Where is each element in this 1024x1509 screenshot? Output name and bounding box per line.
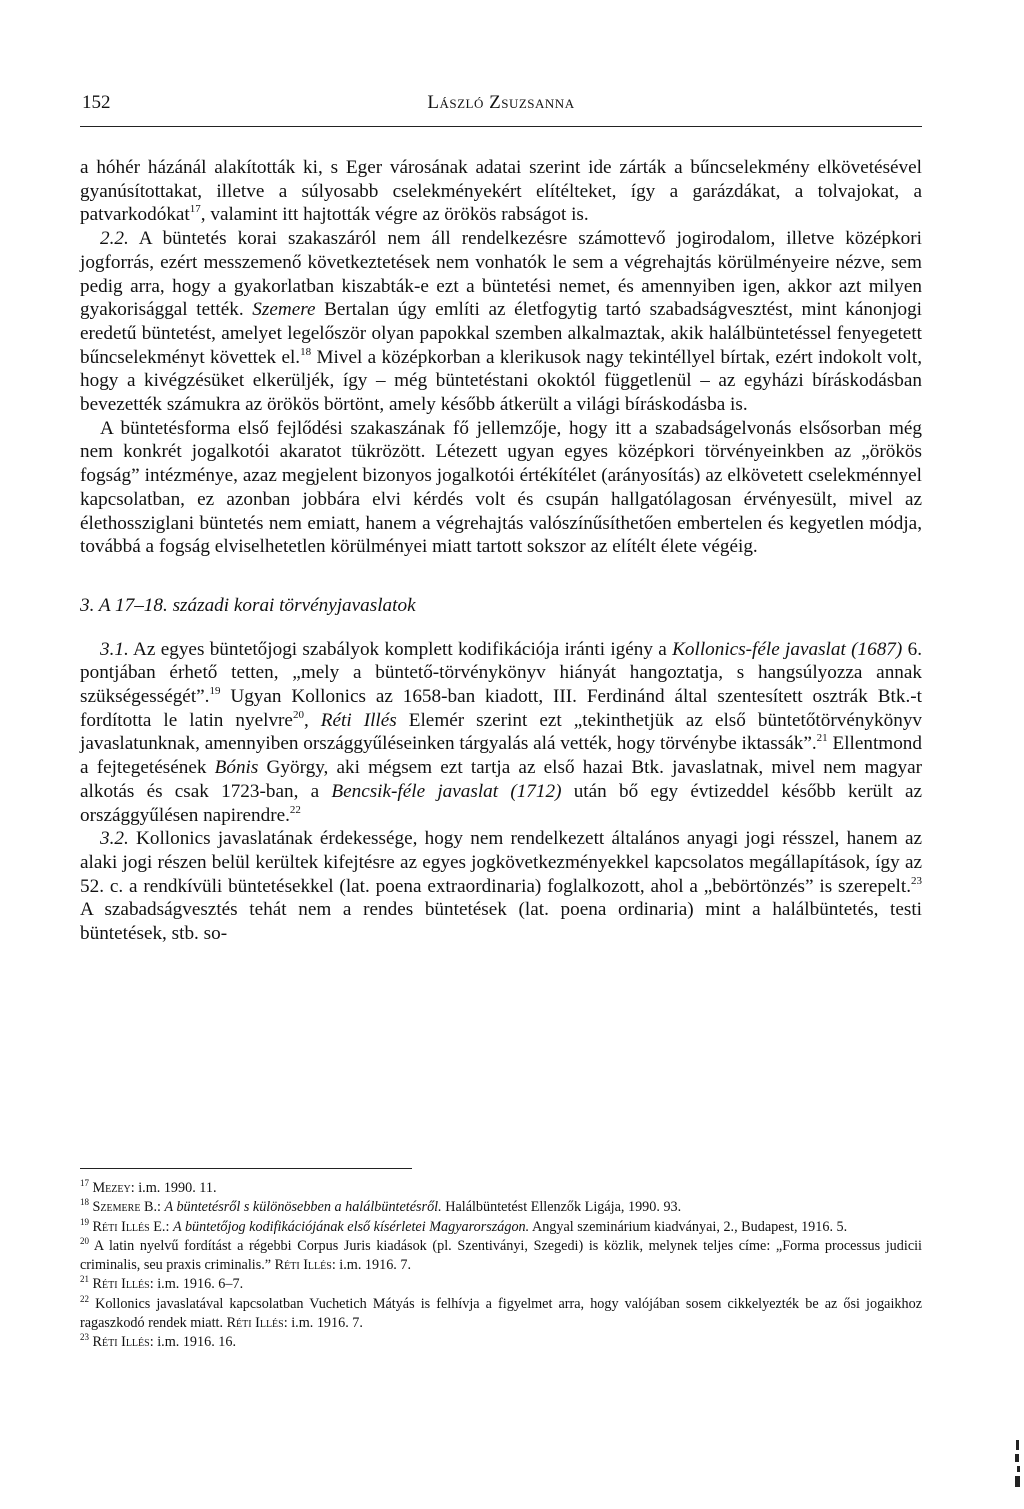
footnote-text: : <box>165 1218 173 1235</box>
italic-term: Kollonics-féle javaslat (1687) <box>672 638 903 660</box>
footnote-text: A latin nyelvű fordítást a régebbi Corpus Juris kiadások (pl. Szentiványi, Szegedi) is közlik, melynek teljes címe: „Forma processus judicii criminalis, seu praxis criminalis.” <box>80 1237 922 1274</box>
footnote-rule <box>80 1168 412 1169</box>
text-run: Ugyan Kollonics az 1658-ban kiadott, III. Ferdinánd által szentesített osztrák Btk.-t fordította le latin nyelvre <box>80 686 922 731</box>
paragraph-3-2 <box>80 827 922 946</box>
footnote-text: : i.m. 1916. 7. <box>331 1257 412 1274</box>
footnote-21 <box>80 1275 922 1294</box>
text-run: Kollonics javaslatának érdekessége, hogy nem rendelkezett általános anyagi jogi résszel, hanem az alaki jogi részen belül kerültek kifejtésre az egyes jogkövetkezményekkel kapcsolatos megállapítások, így az 52. c. a rendkívüli büntetésekkel (lat. poena extraordinaria) foglalkozott, ahol a „bebörtönzés” is szerepelt. <box>80 828 922 897</box>
text-run: Mivel a középkorban a klerikusok nagy tekintéllyel bírtak, ezért indokolt volt, hogy a kivégzésüket elkerüljék, így – még büntetéstani okoktól függetlenül – az egyházi bíráskodásban bevezették számukra az örökös börtönt, amely később átkerült a világi bíráskodásba is. <box>80 346 922 416</box>
footnote-17 <box>80 1179 922 1198</box>
paragraph-3: A büntetésforma első fejlődési szakaszának fő jellemzője, hogy itt a szabadságelvonás elsősorban még nem konkrét jogalkotói akaratot tükrözött. Létezett ugyan egyes középkori törvényeinkben az „örökös fogság” intézménye, azaz megjelent bizonyos jogalkotói értékítélet (arányosítás) az elkövetett cselekménnyel kapcsolatban, ez azonban jobbára elvi kérdés volt és csupán hallgatólagosan érvényesült, mivel az élethossziglani büntetés nem emiatt, hanem a végrehajtás valószínűsíthetően embertelen és kegyetlen módja, továbbá a fogság elviselhetetlen körülményei miatt tartott sokszor az elítélt élete végéig. <box>80 417 922 558</box>
footnote-text: : i.m. 1990. 11. <box>130 1180 217 1196</box>
footnote-ref-18: 18 <box>300 345 312 358</box>
section-number: 3.1. <box>100 638 129 660</box>
footnote-ref-19: 19 <box>209 685 221 698</box>
footnote-author: Szemere B. <box>92 1199 157 1216</box>
footnote-author: Mezey <box>92 1180 131 1196</box>
footnote-ref-20: 20 <box>292 708 304 721</box>
footnote-number: 19 <box>80 1216 89 1227</box>
footnote-author: Réti Illés <box>92 1334 150 1351</box>
page-header <box>80 92 922 122</box>
text-run: , valamint itt hajtották végre az örökös rabságot is. <box>200 204 589 226</box>
running-head: László Zsuzsanna <box>427 92 575 113</box>
footnote-number: 21 <box>80 1274 89 1285</box>
text-run: , <box>303 709 321 731</box>
text-run: Ellentmond a fejtegetésének <box>80 733 922 779</box>
footnote-author: Réti Illés E. <box>92 1218 166 1235</box>
footnote-title: A büntetésről s különösebben a halálbüntetésről. <box>164 1199 442 1216</box>
footnote-number: 23 <box>80 1332 89 1343</box>
text-run: György, aki mégsem ezt tartja az első hazai Btk. javaslatnak, mivel nem magyar alkotás és csak 1723-ban, a <box>80 757 923 802</box>
footnote-text: : i.m. 1916. 7. <box>283 1315 363 1332</box>
footnote-author: Réti Illés <box>226 1315 284 1332</box>
footnote-number: 22 <box>80 1293 89 1304</box>
text-run: A büntetés korai szakaszáról nem áll rendelkezésre számottevő jogirodalom, illetve középkori jogforrás, ezért messzemenő következtetések nem vonhatók le sem a végrehajtás körülményeire nézve, sem pedig arra, hogy a gyakorlatban kiszabták-e ezt a büntetési nemet, és amennyiben igen, akkor azt milyen gyakorisággal tették. <box>80 228 922 321</box>
footnote-ref-22: 22 <box>289 803 301 816</box>
footnote-text: : i.m. 1916. 16. <box>149 1334 237 1351</box>
scan-edge-mark <box>1012 1440 1021 1495</box>
text-run: 6. pontjában érhető tetten, „mely a büntető-törvénykönyv hiányát hangoztatja, s hangsúlyozza annak szükségességét”. <box>80 638 922 708</box>
footnote-19 <box>80 1218 922 1237</box>
footnote-23 <box>80 1333 922 1352</box>
footnote-ref-21: 21 <box>816 732 828 745</box>
footnote-author: Réti Illés <box>274 1257 332 1274</box>
page-number: 152 <box>82 92 111 113</box>
text-run: a hóhér házánál alakították ki, s Eger városának adatai szerint ide zárták a bűncselekmény elkövetésével gyanúsítottakat, illetve a súlyosabb cselekményekért elítélteket, így a garázdákat, a tolvajokat, a patvarkodókat <box>80 157 922 226</box>
footnote-number: 17 <box>80 1178 89 1188</box>
text-run: után bő egy évtizeddel később került az országgyűlésen napirendre. <box>80 780 922 826</box>
header-rule <box>80 126 922 127</box>
section-number: 3.2. <box>100 828 129 850</box>
paragraph-2-2 <box>80 227 922 417</box>
section-number: 2.2. <box>100 228 129 250</box>
text-run: Bertalan úgy említi az életfogytig tartó szabadságvesztést, mint kánonjogi eredetű büntetést, amelyet legelőször olyan papokkal szemben alkalmaztak, akik halálbüntetéssel fenyegetett bűncselekményt követtek el. <box>80 299 923 368</box>
footnote-text: Angyal szeminárium kiadványai, 2., Budapest, 1916. 5. <box>529 1218 848 1235</box>
footnote-ref-23: 23 <box>911 874 922 887</box>
footnote-number: 18 <box>80 1197 89 1208</box>
author-name: Réti Illés <box>320 709 397 731</box>
paragraph-1 <box>80 156 922 227</box>
footnote-title: A büntetőjog kodifikációjának első kísérletei Magyarországon. <box>172 1218 530 1235</box>
footnote-text: : i.m. 1916. 6–7. <box>149 1276 244 1293</box>
section-heading: 3. A 17–18. századi korai törvényjavaslatok <box>80 594 416 616</box>
text-run: Az egyes büntetőjogi szabályok komplett kodifikációja iránti igény a <box>128 638 673 660</box>
footnotes <box>80 1179 922 1353</box>
paragraph-3-1 <box>80 638 922 828</box>
text-run: Elemér szerint ezt „tekinthetjük az első büntetőtörvénykönyv javaslatunknak, amennyiben országgyűléseinken tárgyalás alá vették, hogy törvénybe iktassák”. <box>80 709 923 755</box>
footnote-author: Réti Illés <box>92 1276 150 1293</box>
footnote-ref-17: 17 <box>189 203 201 216</box>
author-name: Szemere <box>252 299 316 321</box>
footnote-number: 20 <box>80 1235 89 1246</box>
footnote-18 <box>80 1198 922 1217</box>
text-run: A szabadságvesztés tehát nem a rendes büntetések (lat. poena ordinaria) mint a halálbüntetés, testi büntetések, stb. so- <box>80 899 922 945</box>
footnote-22 <box>80 1295 922 1334</box>
footnote-text: Halálbüntetést Ellenzők Ligája, 1990. 93. <box>441 1199 682 1216</box>
author-name: Bónis <box>214 757 259 779</box>
main-text <box>80 156 922 946</box>
footnote-20 <box>80 1237 922 1276</box>
footnote-text: : <box>157 1199 165 1216</box>
italic-term: Bencsik-féle javaslat (1712) <box>331 780 562 802</box>
footnote-text: Kollonics javaslatával kapcsolatban Vuchetich Mátyás is felhívja a figyelmet arra, hogy valójában sosem cikkelyezték be az ősi jogaikhoz ragaszkodó rendek miatt. <box>80 1295 922 1332</box>
